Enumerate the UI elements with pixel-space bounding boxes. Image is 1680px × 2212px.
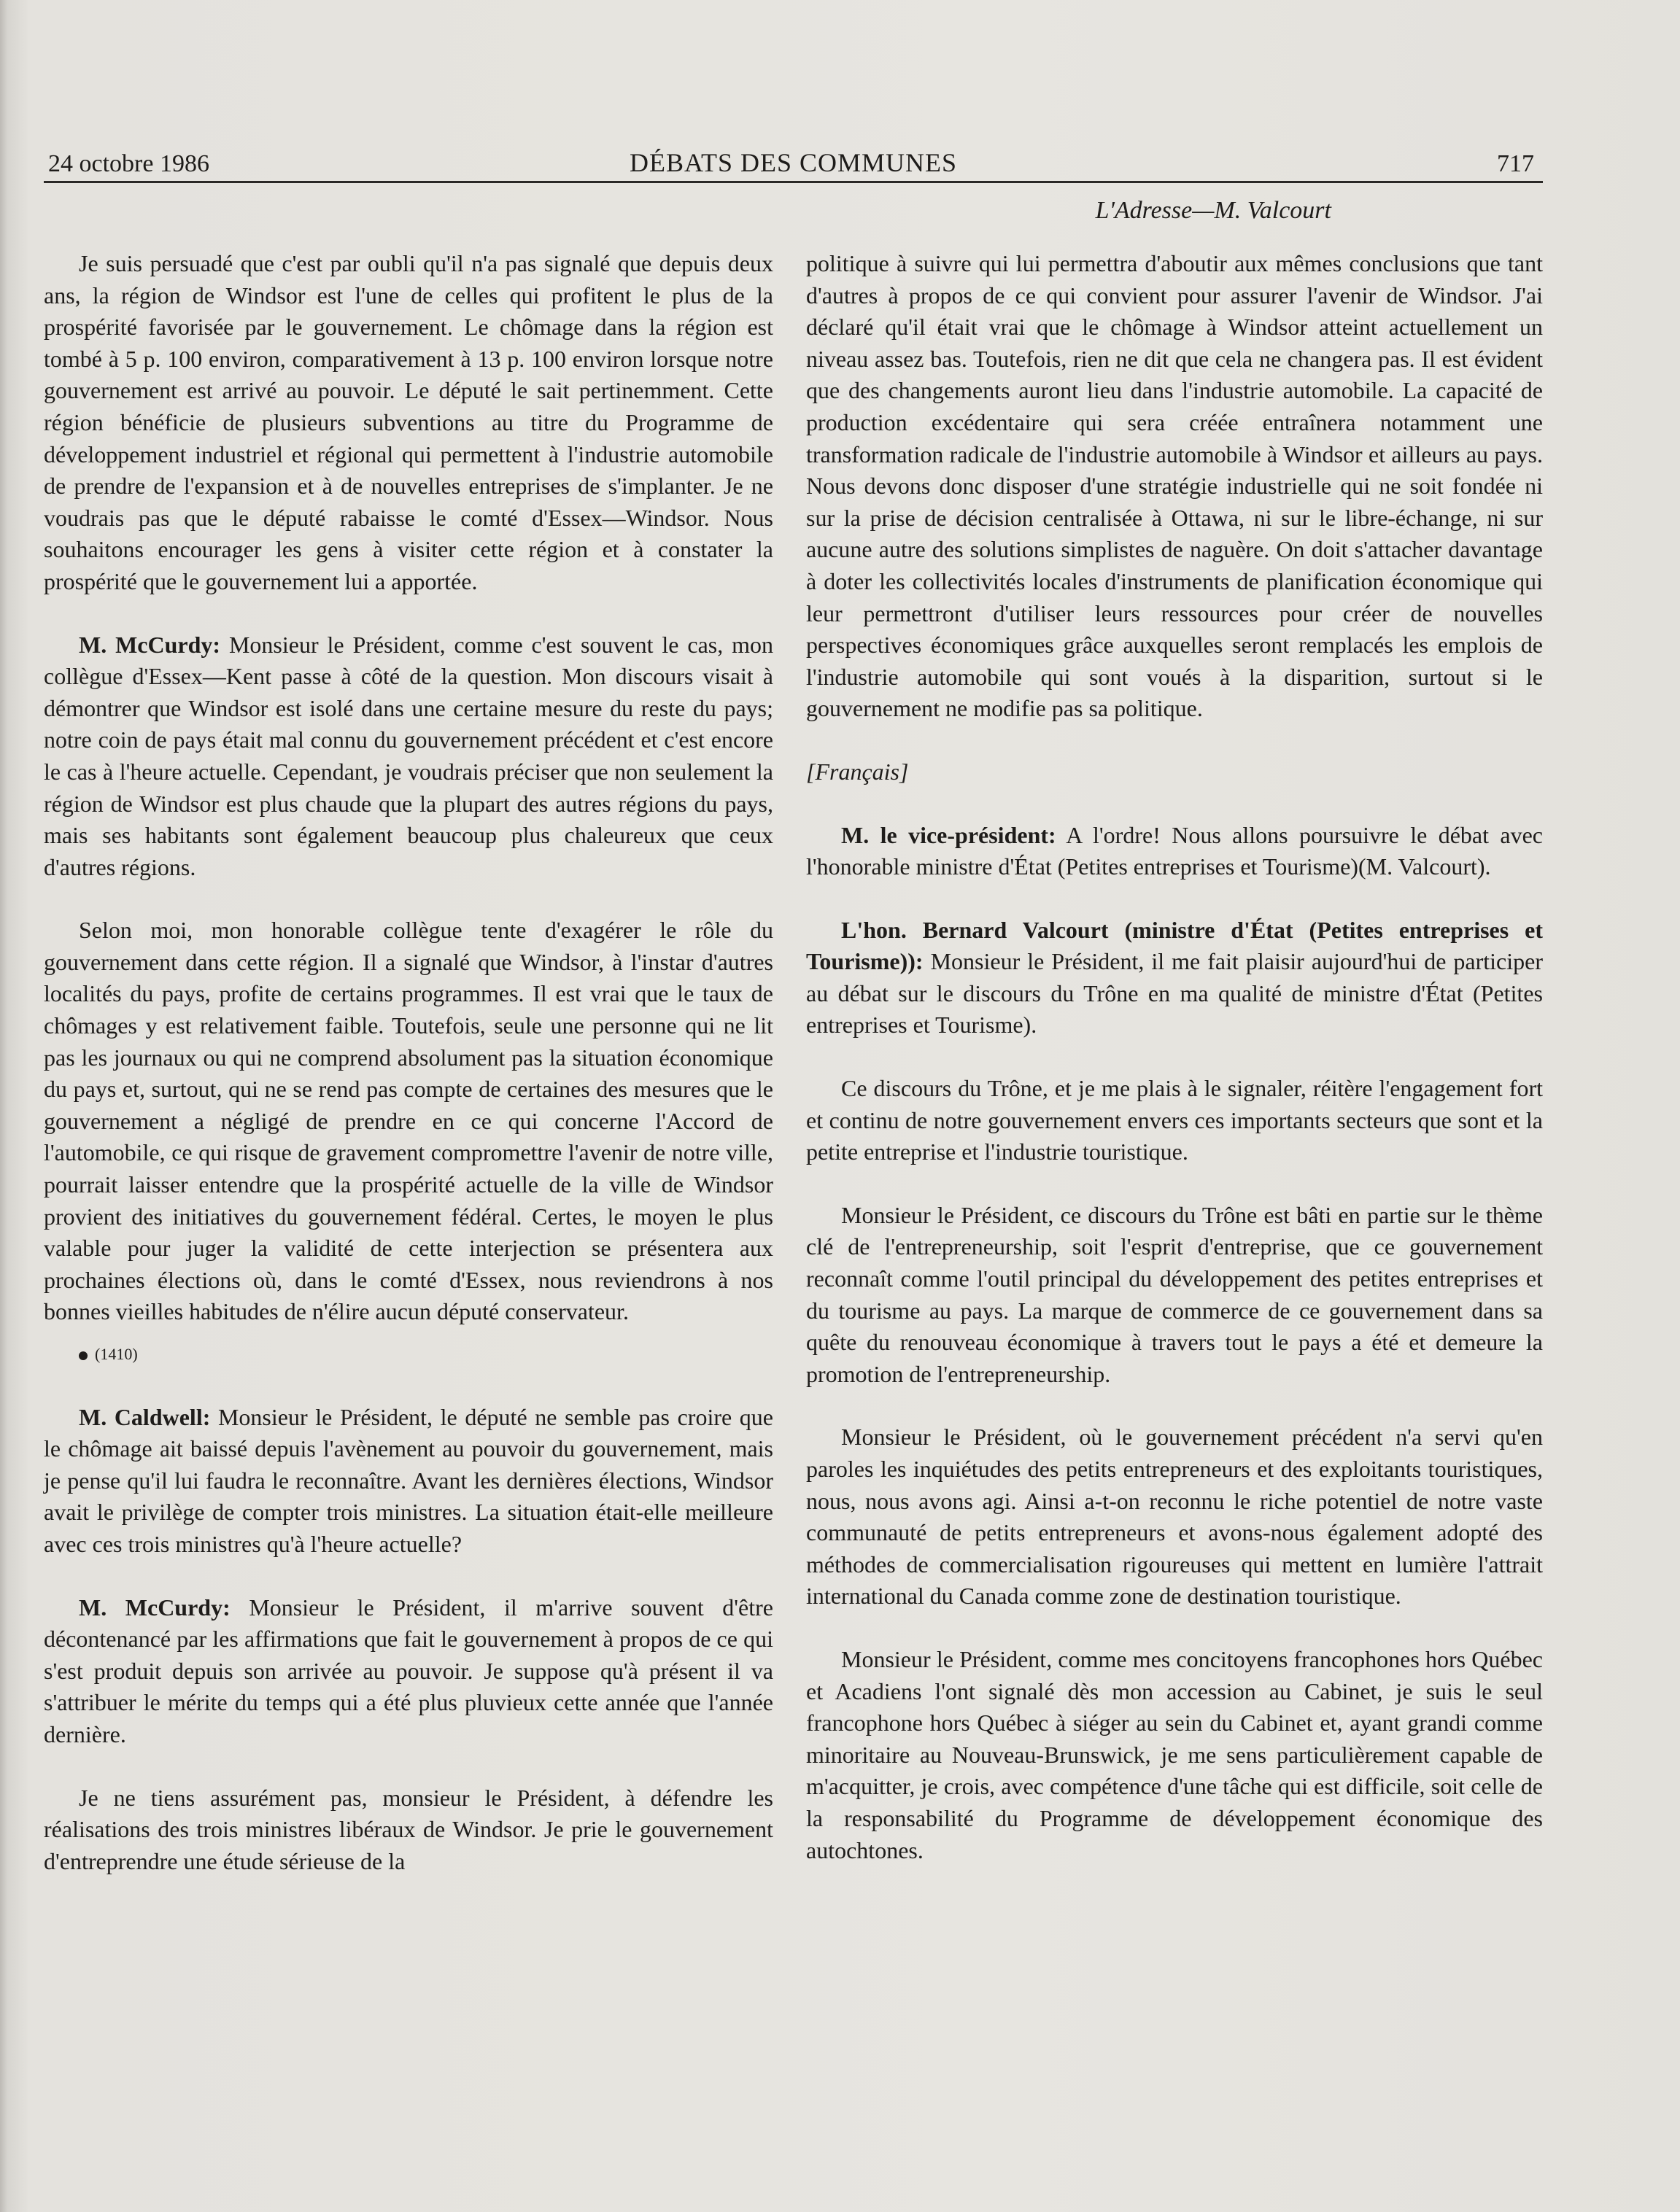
speech-text: A l'ordre! Nous allons poursuivre le débat avec l'honorable ministre d'État (Petites entreprises et Tourisme)(M. Valcourt). bbox=[806, 821, 1543, 880]
speech-paragraph bbox=[806, 915, 1543, 1041]
speech-paragraph bbox=[44, 629, 773, 884]
speaker-name: M. McCurdy: bbox=[79, 631, 221, 658]
paragraph: Je ne tiens assurément pas, monsieur le Président, à défendre les réalisations des trois ministres libéraux de Windsor. Je prie le gouvernement d'entreprendre une étude sérieuse de la bbox=[44, 1784, 773, 1874]
bullet-icon bbox=[79, 1351, 88, 1360]
language-tag: [Français] bbox=[806, 758, 909, 785]
left-column bbox=[44, 248, 773, 1909]
speech-paragraph bbox=[806, 820, 1543, 883]
right-column bbox=[806, 248, 1543, 1898]
header-page-number: 717 bbox=[1497, 150, 1534, 177]
header-title: DÉBATS DES COMMUNES bbox=[629, 148, 958, 177]
paragraph: Selon moi, mon honorable collègue tente d'exagérer le rôle du gouvernement dans cette région. Il a signalé que Windsor, à l'instar d'autres localités du pays, profite de certains programmes. Il est vrai que le taux de chômages y est relativement faible. Toutefois, seule une personne qui ne lit pas les journaux ou qui ne comprend absolument pas la situation économique du pays et, surtout, qui ne se rend pas compte de certaines des mesures que le gouvernement a négligé de prendre en ce qui concerne l'Accord de l'automobile, ce qui risque de gravement compromettre l'avenir de notre ville, pourrait laisser entendre que la prospérité actuelle de la ville de Windsor provient des initiatives du gouvernement fédéral. Certes, le moyen le plus valable pour juger la validité de cette interjection se présentera aux prochaines élections où, dans le comté d'Essex, nous reviendrons à nos bonnes vieilles habitudes de n'élire aucun député conservateur. bbox=[44, 917, 773, 1325]
paragraph: Ce discours du Trône, et je me plais à le signaler, réitère l'engagement fort et continu de notre gouvernement envers ces importants secteurs que sont et la petite entreprise et l'industrie touristique. bbox=[806, 1075, 1543, 1165]
speaker-name: M. Caldwell: bbox=[79, 1403, 211, 1430]
speech-text: Monsieur le Président, il me fait plaisir aujourd'hui de participer au débat sur le discours du Trône en ma qualité de ministre d'État (Petites entreprises et Tourisme). bbox=[806, 948, 1543, 1039]
speaker-name: M. le vice-président: bbox=[841, 821, 1056, 848]
header-date: 24 octobre 1986 bbox=[48, 150, 209, 177]
paragraph: politique à suivre qui lui permettra d'aboutir aux mêmes conclusions que tant d'autres à propos de ce qui convient pour assurer l'avenir de Windsor. J'ai déclaré qu'il était vrai que le chômage à Windsor atteint actuellement un niveau assez bas. Toutefois, rien ne dit que cela ne changera pas. Il est évident que des changements auront lieu dans l'industrie automobile. La capacité de production excédentaire qui sera créée entraînera notamment une transformation radicale de l'industrie automobile à Windsor et ailleurs au pays. Nous devons donc disposer d'une stratégie industrielle qui ne soit fondée ni sur la prise de décision centralisée à Ottawa, ni sur le libre-échange, ni sur aucune autre des solutions simplistes de naguère. On doit s'attacher davantage à doter les collectivités locales d'instruments de planification économique qui leur permettront d'utiliser leurs ressources pour créer de nouvelles perspectives économiques grâce auxquelles seront remplacés les emplois de l'industrie automobile qui sont voués à la disparition, surtout si le gouvernement ne modifie pas sa politique. bbox=[806, 250, 1543, 722]
time-marker-text: (1410) bbox=[95, 1345, 138, 1363]
speech-text: Monsieur le Président, il m'arrive souvent d'être décontenancé par les affirmations que fait le gouvernement à propos de ce qui s'est produit depuis son arrivée au pouvoir. Je suppose qu'à présent il va s'attribuer le mérite du temps qui a été plus pluvieux cette année que l'année dernière. bbox=[44, 1594, 774, 1747]
section-subheader: L'Adresse—M. Valcourt bbox=[1095, 197, 1331, 224]
paragraph: Je suis persuadé que c'est par oubli qu'il n'a pas signalé que depuis deux ans, la région de Windsor est l'une de celles qui profitent le plus de la prospérité favorisée par le gouvernement. Le chômage dans la région est tombé à 5 p. 100 environ, comparativement à 13 p. 100 environ lorsque notre gouvernement est arrivé au pouvoir. Le député le sait pertinemment. Cette région bénéficie de plusieurs subventions au titre du Programme de développement industriel et régional qui permettent à l'industrie automobile de prendre de l'expansion et à de nouvelles entreprises de s'implanter. Je ne voudrais pas que le député rabaisse le comté d'Essex—Windsor. Nous souhaitons encourager les gens à visiter cette région et à constater la prospérité que le gouvernement lui a apportée. bbox=[44, 250, 773, 594]
speaker-name: L'hon. Bernard Valcourt (ministre d'État (Petites entreprises et Tourisme)): bbox=[806, 916, 1543, 975]
paragraph: Monsieur le Président, comme mes concitoyens francophones hors Québec et Acadiens l'ont signalé dès mon accession au Cabinet, je suis le seul francophone hors Québec à siéger au sein du Cabinet et, ayant grandi comme minoritaire au Nouveau-Brunswick, je me sens particulièrement capable de m'acquitter, je crois, avec compétence d'une tâche qui est difficile, soit celle de la responsabilité du Programme de développement économique des autochtones. bbox=[806, 1645, 1543, 1863]
paragraph: Monsieur le Président, où le gouvernement précédent n'a servi qu'en paroles les inquiétudes des petits entrepreneurs et des exploitants touristiques, nous, nous avons agi. Ainsi a-t-on reconnu le riche potentiel de notre vaste communauté de petits entrepreneurs et avons-nous également adopté des méthodes de commercialisation rigoureuses qui mettent en lumière l'attrait international du Canada comme zone de destination touristique. bbox=[806, 1424, 1543, 1610]
speech-paragraph bbox=[44, 1592, 773, 1751]
paragraph: Monsieur le Président, ce discours du Trône est bâti en partie sur le thème clé de l'entrepreneurship, soit l'esprit d'entreprise, que ce gouvernement reconnaît comme l'outil principal du développement des petites entreprises et du tourisme au pays. La marque de commerce de ce gouvernement dans sa quête du renouveau économique à travers tout le pays a été et demeure la promotion de l'entrepreneurship. bbox=[806, 1201, 1543, 1387]
speech-paragraph bbox=[44, 1402, 773, 1561]
speech-text: Monsieur le Président, le député ne semble pas croire que le chômage ait baissé depuis l'avènement au pouvoir du gouvernement, mais je pense qu'il lui faudra le reconnaître. Avant les dernières élections, Windsor avait le privilège de compter trois ministres. La situation était-elle meilleure avec ces trois ministres qu'à l'heure actuelle? bbox=[44, 1403, 773, 1557]
speech-text: Monsieur le Président, comme c'est souvent le cas, mon collègue d'Essex—Kent passe à côté de la question. Mon discours visait à démontrer que Windsor est isolé dans une certaine mesure du reste du pays; notre coin de pays était mal connu du gouvernement précédent et c'est encore le cas à l'heure actuelle. Cependant, je voudrais préciser que non seulement la région de Windsor est plus chaude que la plupart des autres régions du pays, mais ses habitants sont également beaucoup plus chaleureux que ceux d'autres régions. bbox=[44, 631, 774, 880]
speaker-name: M. McCurdy: bbox=[79, 1594, 231, 1621]
time-marker bbox=[44, 1338, 773, 1370]
page-header bbox=[44, 146, 1543, 183]
